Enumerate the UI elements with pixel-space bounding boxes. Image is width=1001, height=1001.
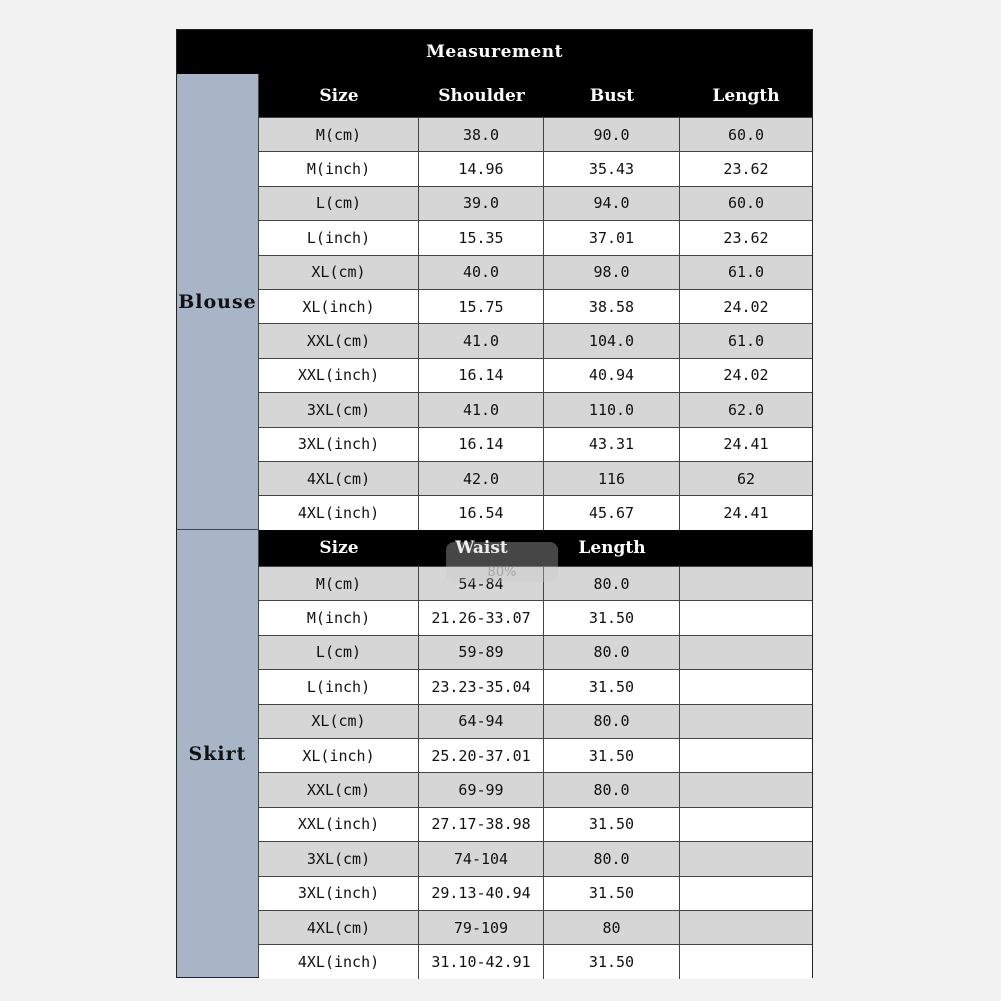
table-row <box>259 151 812 185</box>
header-size: Size <box>319 538 359 558</box>
blouse-rows <box>259 117 812 530</box>
zoom-watermark: 80% <box>446 542 558 582</box>
table-cell: 16.54 <box>419 496 544 529</box>
table-cell: 24.41 <box>723 503 769 522</box>
header-length: Length <box>712 85 780 106</box>
skirt-header-row <box>259 530 812 566</box>
table-cell: 69-99 <box>419 773 544 806</box>
table-cell: 29.13-40.94 <box>419 877 544 910</box>
header-bust: Bust <box>589 85 635 106</box>
header-length: Length <box>578 538 646 558</box>
table-cell: XL(cm) <box>259 705 419 738</box>
table-cell: 80 <box>544 911 680 944</box>
table-cell: 54-84 <box>419 567 544 600</box>
size-chart <box>176 29 813 978</box>
table-row <box>259 600 812 634</box>
table-cell <box>680 705 812 738</box>
table-cell: 62 <box>736 469 756 488</box>
table-cell: XXL(inch) <box>259 808 419 841</box>
table-cell: M(inch) <box>259 152 419 185</box>
table-row <box>259 358 812 392</box>
table-cell: 41.0 <box>419 393 544 426</box>
table-cell: 38.58 <box>544 290 680 323</box>
table-cell: XL(inch) <box>259 739 419 772</box>
skirt-table <box>259 530 812 979</box>
table-cell <box>680 739 812 772</box>
table-cell: 104.0 <box>544 324 680 357</box>
table-cell: 4XL(inch) <box>259 945 419 978</box>
table-cell: 40.94 <box>544 359 680 392</box>
table-cell: 31.50 <box>544 877 680 910</box>
chart-title: Measurement <box>177 30 812 74</box>
table-cell: L(inch) <box>259 670 419 703</box>
table-cell: 62.0 <box>727 400 765 419</box>
table-cell <box>680 808 812 841</box>
table-cell: 60.0 <box>727 194 765 213</box>
table-row <box>259 495 812 529</box>
table-cell: M(inch) <box>259 601 419 634</box>
table-cell: 45.67 <box>544 496 680 529</box>
table-cell: 24.41 <box>723 435 769 454</box>
table-cell <box>680 636 812 669</box>
table-cell: 31.50 <box>544 945 680 978</box>
table-cell: 60.0 <box>727 125 765 144</box>
table-cell: 38.0 <box>419 118 544 151</box>
table-row <box>259 220 812 254</box>
table-cell: 116 <box>544 462 680 495</box>
table-cell: XXL(cm) <box>259 324 419 357</box>
table-row <box>259 704 812 738</box>
table-cell: 61.0 <box>727 332 765 351</box>
table-cell: 31.50 <box>544 808 680 841</box>
table-cell: 80.0 <box>544 567 680 600</box>
table-cell: L(inch) <box>259 221 419 254</box>
table-row <box>259 841 812 875</box>
table-cell: 21.26-33.07 <box>419 601 544 634</box>
table-cell: 74-104 <box>419 842 544 875</box>
table-row <box>259 910 812 944</box>
table-cell: 4XL(cm) <box>259 462 419 495</box>
table-cell: 35.43 <box>544 152 680 185</box>
table-cell: 23.62 <box>723 160 769 179</box>
table-cell: 24.02 <box>723 366 769 385</box>
table-cell: 61.0 <box>727 263 765 282</box>
table-cell: M(cm) <box>259 567 419 600</box>
blouse-table <box>259 74 812 530</box>
table-cell <box>680 877 812 910</box>
table-cell: 94.0 <box>544 187 680 220</box>
table-cell: 14.96 <box>419 152 544 185</box>
table-cell: 3XL(cm) <box>259 842 419 875</box>
table-row <box>259 772 812 806</box>
blouse-section-label: Blouse <box>177 74 259 530</box>
table-row <box>259 289 812 323</box>
table-cell <box>680 601 812 634</box>
table-cell: 79-109 <box>419 911 544 944</box>
table-cell: 16.14 <box>419 428 544 461</box>
table-row <box>259 944 812 978</box>
table-row <box>259 427 812 461</box>
table-cell: XXL(cm) <box>259 773 419 806</box>
table-cell <box>680 773 812 806</box>
table-row <box>259 807 812 841</box>
header-size: Size <box>319 85 359 106</box>
table-cell: 15.75 <box>419 290 544 323</box>
table-cell: L(cm) <box>259 187 419 220</box>
table-row <box>259 461 812 495</box>
table-row <box>259 876 812 910</box>
table-cell: 31.50 <box>544 670 680 703</box>
table-cell: 25.20-37.01 <box>419 739 544 772</box>
table-cell: 3XL(inch) <box>259 877 419 910</box>
table-cell: 41.0 <box>419 324 544 357</box>
table-cell: 3XL(inch) <box>259 428 419 461</box>
table-cell: 90.0 <box>544 118 680 151</box>
table-cell <box>680 842 812 875</box>
table-cell: 42.0 <box>419 462 544 495</box>
table-cell: 43.31 <box>544 428 680 461</box>
table-cell: 37.01 <box>544 221 680 254</box>
header-waist: Waist <box>455 538 508 558</box>
table-cell: 3XL(cm) <box>259 393 419 426</box>
table-cell: XL(cm) <box>259 256 419 289</box>
table-cell: 31.10-42.91 <box>419 945 544 978</box>
table-cell: 27.17-38.98 <box>419 808 544 841</box>
skirt-rows <box>259 566 812 979</box>
table-cell: 31.50 <box>544 739 680 772</box>
table-cell: 23.23-35.04 <box>419 670 544 703</box>
table-row <box>259 255 812 289</box>
table-cell: 40.0 <box>419 256 544 289</box>
table-row <box>259 186 812 220</box>
table-cell: 80.0 <box>544 773 680 806</box>
table-cell: 15.35 <box>419 221 544 254</box>
table-cell: M(cm) <box>259 118 419 151</box>
table-cell: 80.0 <box>544 636 680 669</box>
table-cell: 4XL(inch) <box>259 496 419 529</box>
table-cell: 16.14 <box>419 359 544 392</box>
table-row <box>259 392 812 426</box>
table-cell <box>680 911 812 944</box>
table-row <box>259 117 812 151</box>
header-empty <box>680 530 812 566</box>
table-cell: XXL(inch) <box>259 359 419 392</box>
blouse-header-row <box>259 74 812 117</box>
table-cell <box>680 567 812 600</box>
table-cell: 59-89 <box>419 636 544 669</box>
table-cell: 110.0 <box>544 393 680 426</box>
table-cell: 31.50 <box>544 601 680 634</box>
table-row <box>259 738 812 772</box>
table-cell <box>680 670 812 703</box>
table-row <box>259 635 812 669</box>
table-cell <box>680 945 812 978</box>
table-cell: 80.0 <box>544 842 680 875</box>
header-shoulder: Shoulder <box>438 85 525 106</box>
table-row <box>259 323 812 357</box>
skirt-section-label: Skirt <box>177 530 259 977</box>
table-cell: 98.0 <box>544 256 680 289</box>
table-cell: XL(inch) <box>259 290 419 323</box>
table-cell: 23.62 <box>723 228 769 247</box>
table-cell: 64-94 <box>419 705 544 738</box>
table-cell: L(cm) <box>259 636 419 669</box>
table-cell: 80.0 <box>544 705 680 738</box>
table-cell: 4XL(cm) <box>259 911 419 944</box>
table-cell: 24.02 <box>723 297 769 316</box>
table-row <box>259 566 812 600</box>
table-cell: 39.0 <box>419 187 544 220</box>
table-row <box>259 669 812 703</box>
